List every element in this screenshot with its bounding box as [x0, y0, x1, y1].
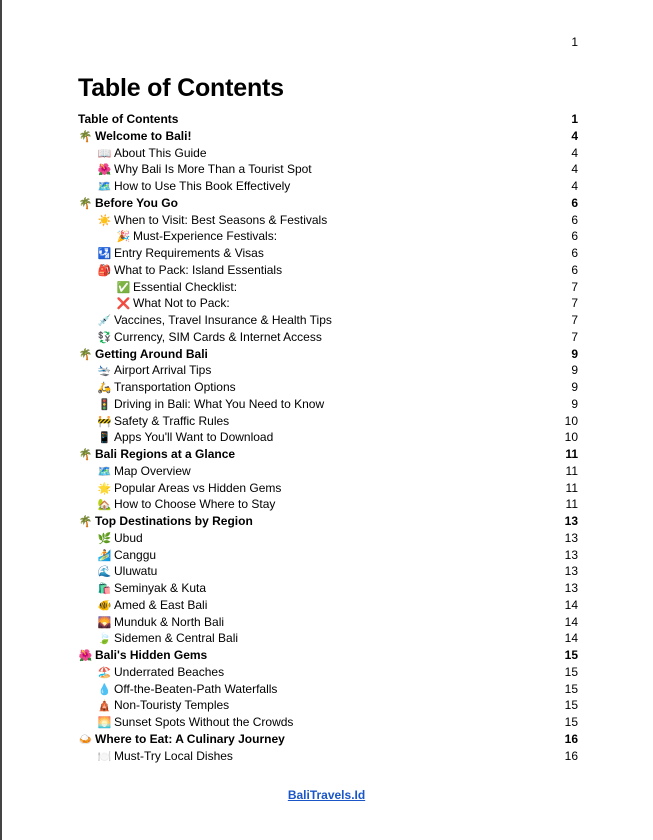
toc-entry-text[interactable]: Sunset Spots Without the Crowds [114, 715, 294, 729]
toc-page-number: 4 [571, 162, 578, 177]
toc-entry-text[interactable]: Must-Try Local Dishes [114, 748, 233, 763]
emoji-icon: 🍛 [78, 733, 93, 746]
page-number: 1 [571, 35, 578, 49]
emoji-icon: 🛂 [97, 248, 112, 260]
toc-entry-label[interactable] [97, 245, 264, 263]
toc-entry-text[interactable]: Canggu [114, 547, 157, 562]
emoji-icon: 📖 [97, 147, 112, 160]
emoji-icon: 🌄 [97, 616, 112, 629]
emoji-icon: 🌟 [97, 482, 112, 495]
toc-subsection-entry[interactable] [78, 748, 578, 765]
toc-page-number: 4 [571, 128, 578, 143]
toc-page-number: 13 [564, 547, 578, 562]
toc-page-number: 13 [564, 564, 578, 579]
toc-subsection-entry[interactable] [78, 630, 578, 647]
toc-entry-text[interactable]: Bali Regions at a Glance [95, 447, 236, 461]
toc-entry-text[interactable]: When to Visit: Best Seasons & Festivals [114, 212, 328, 227]
emoji-icon: 🛍️ [97, 583, 112, 595]
toc-page-number: 10 [564, 413, 578, 428]
toc-subsection-entry[interactable] [78, 530, 578, 547]
toc-entry-label[interactable] [78, 346, 208, 364]
toc-page-number: 11 [565, 480, 578, 495]
emoji-icon: 🗺️ [97, 465, 112, 478]
toc-subsection-entry[interactable] [78, 429, 578, 446]
toc-entry-label[interactable] [78, 111, 178, 128]
toc-page-number: 1 [571, 112, 578, 126]
toc-subsection-entry[interactable] [78, 614, 578, 631]
toc-entry-text[interactable]: Entry Requirements & Visas [114, 246, 264, 260]
toc-page-number: 9 [571, 363, 578, 378]
toc-entry-text[interactable]: Uluwatu [114, 564, 158, 579]
toc-entry-text[interactable]: How to Choose Where to Stay [114, 497, 276, 512]
toc-page-number: 9 [571, 380, 578, 394]
toc-section-entry[interactable] [78, 731, 578, 748]
emoji-icon: 🛕 [97, 700, 112, 713]
toc-page-number: 15 [564, 681, 578, 696]
toc-section-entry[interactable] [78, 647, 578, 664]
toc-page-number: 13 [564, 530, 578, 545]
emoji-icon: 💱 [97, 331, 112, 344]
toc-subsection-entry[interactable] [78, 463, 578, 480]
toc-entry-text[interactable]: Driving in Bali: What You Need to Know [114, 396, 325, 411]
toc-entry-text[interactable]: Apps You'll Want to Download [114, 430, 274, 445]
toc-entry-text[interactable]: Why Bali Is More Than a Tourist Spot [114, 162, 312, 177]
toc-subsection-entry[interactable] [78, 329, 578, 346]
emoji-icon: ❌ [116, 298, 131, 311]
toc-section-entry[interactable] [78, 346, 578, 363]
toc-entry-label[interactable] [78, 513, 253, 531]
emoji-icon: 💉 [97, 315, 112, 327]
toc-page-number: 15 [564, 664, 578, 679]
toc-page-number: 4 [571, 145, 578, 160]
toc-subsection-entry[interactable] [78, 379, 578, 396]
toc-page-number: 16 [564, 748, 578, 763]
toc-entry-text[interactable]: Safety & Traffic Rules [114, 413, 230, 428]
emoji-icon: ✅ [116, 281, 131, 294]
toc-entry-text[interactable]: Non-Touristy Temples [114, 698, 230, 713]
toc-entry-text[interactable]: Sidemen & Central Bali [114, 631, 239, 646]
toc-subsection-entry[interactable] [78, 145, 578, 162]
toc-entry-label[interactable] [78, 446, 235, 464]
toc-entry-text[interactable]: Munduk & North Bali [114, 614, 225, 629]
emoji-icon: 🗺️ [97, 181, 112, 193]
toc-entry-label[interactable] [97, 664, 224, 682]
toc-subsection-entry[interactable] [78, 547, 578, 564]
toc-page-number: 10 [564, 430, 578, 445]
emoji-icon: 🌿 [97, 532, 112, 545]
toc-page-number: 7 [571, 279, 578, 294]
toc-entry-text[interactable]: Airport Arrival Tips [114, 363, 212, 378]
emoji-icon: 💧 [97, 683, 112, 696]
emoji-icon: 🏖️ [97, 666, 112, 679]
toc-entry-label[interactable] [97, 379, 236, 397]
emoji-icon: 🌴 [78, 197, 93, 210]
emoji-icon: 🌴 [78, 130, 93, 143]
emoji-icon: 🌴 [78, 348, 93, 361]
toc-entry-label[interactable] [97, 429, 273, 447]
toc-page-number: 6 [571, 229, 578, 244]
emoji-icon: 🍽️ [97, 750, 112, 763]
toc-entry-label[interactable] [97, 145, 207, 163]
toc-page-number: 7 [571, 329, 578, 344]
emoji-icon: 🎒 [97, 264, 112, 277]
toc-entry-label[interactable] [78, 195, 178, 213]
toc-entry-label[interactable] [97, 614, 224, 632]
toc-entry-text[interactable]: Table of Contents [78, 112, 179, 126]
toc-subsection-entry[interactable] [78, 480, 578, 497]
toc-entry-label[interactable] [97, 681, 277, 699]
footer-website-link[interactable]: BaliTravels.Id [287, 788, 366, 802]
toc-page-number: 14 [564, 597, 578, 612]
toc-entry-text[interactable]: Essential Checklist: [133, 279, 238, 294]
toc-entry-label[interactable] [97, 748, 233, 766]
toc-page-number: 15 [564, 648, 578, 662]
toc-entry-label[interactable] [97, 563, 157, 581]
toc-entry-label[interactable] [97, 597, 207, 615]
toc-subsection-entry[interactable] [78, 396, 578, 413]
toc-entry-text[interactable]: What Not to Pack: [133, 296, 230, 311]
toc-subsection-entry[interactable] [78, 279, 578, 296]
emoji-icon: 🍃 [97, 633, 112, 646]
toc-page-number: 13 [564, 581, 578, 595]
toc-page-number: 14 [564, 631, 578, 646]
toc-subsection-entry[interactable] [78, 295, 578, 312]
toc-entry-text[interactable]: Ubud [114, 530, 143, 545]
toc-subsection-entry[interactable] [78, 312, 578, 329]
toc-entry-label[interactable] [97, 547, 156, 565]
toc-page-number: 11 [565, 463, 578, 478]
toc-entry-label[interactable] [97, 697, 229, 715]
toc-page-number: 7 [571, 313, 578, 327]
toc-entry-label[interactable] [97, 212, 327, 230]
toc-entry-label[interactable] [97, 496, 275, 514]
footer [0, 788, 653, 802]
emoji-icon: 🌺 [78, 650, 93, 662]
page-title: Table of Contents [78, 74, 284, 102]
toc-entry-label[interactable] [97, 630, 238, 648]
toc-entry-label[interactable] [97, 413, 229, 431]
toc-page-number: 6 [571, 195, 578, 210]
toc-section-entry[interactable] [78, 446, 578, 463]
toc-entry-label[interactable] [97, 329, 322, 347]
toc-entry-label[interactable] [97, 714, 293, 732]
toc-entry-label[interactable] [97, 580, 206, 598]
emoji-icon: 🏡 [97, 499, 112, 512]
toc-section-entry[interactable] [78, 195, 578, 212]
toc-entry-text[interactable]: Before You Go [95, 195, 178, 210]
toc-subsection-entry[interactable] [78, 496, 578, 513]
toc-entry-label[interactable] [78, 647, 207, 665]
table-of-contents [78, 111, 578, 764]
toc-entry-label[interactable] [116, 279, 237, 297]
toc-entry-text[interactable]: Top Destinations by Region [95, 514, 253, 528]
toc-subsection-entry[interactable] [78, 413, 578, 430]
toc-page-number: 15 [564, 698, 578, 713]
toc-entry-label[interactable] [97, 161, 312, 179]
toc-subsection-entry[interactable] [78, 178, 578, 195]
toc-entry-label[interactable] [97, 178, 290, 196]
toc-entry-label[interactable] [97, 396, 324, 414]
toc-entry-text[interactable]: Amed & East Bali [114, 597, 208, 612]
toc-subsection-entry[interactable] [78, 563, 578, 580]
toc-subsection-entry[interactable] [78, 681, 578, 698]
toc-entry-text[interactable]: Must-Experience Festivals: [133, 229, 278, 244]
emoji-icon: ☀️ [97, 214, 112, 227]
toc-entry-text[interactable]: Bali's Hidden Gems [95, 648, 208, 662]
toc-page-number: 16 [564, 731, 578, 746]
toc-subsection-entry[interactable] [78, 362, 578, 379]
toc-page-number: 14 [564, 614, 578, 629]
toc-subsection-entry[interactable] [78, 161, 578, 178]
toc-subsection-entry[interactable] [78, 697, 578, 714]
emoji-icon: 🌴 [78, 449, 93, 461]
toc-entry-text[interactable]: Welcome to Bali! [95, 128, 192, 143]
emoji-icon: 🌊 [97, 566, 112, 579]
emoji-icon: 🏄 [97, 549, 112, 562]
toc-section-entry[interactable] [78, 128, 578, 145]
toc-entry-label[interactable] [116, 228, 277, 246]
toc-entry-text[interactable]: Off-the-Beaten-Path Waterfalls [114, 681, 278, 696]
toc-page-number: 7 [571, 296, 578, 311]
toc-page-number: 11 [565, 447, 578, 461]
toc-entry-text[interactable]: Vaccines, Travel Insurance & Health Tips [114, 313, 332, 327]
toc-page-number: 15 [564, 715, 578, 729]
emoji-icon: 🛵 [97, 382, 112, 394]
toc-entry-label[interactable] [97, 463, 191, 481]
toc-entry-label[interactable] [97, 312, 332, 330]
toc-subsection-entry[interactable] [78, 262, 578, 279]
emoji-icon: 🚦 [97, 398, 112, 411]
toc-entry-text[interactable]: How to Use This Book Effectively [114, 179, 291, 193]
toc-subsection-entry[interactable] [78, 245, 578, 262]
toc-entry-label[interactable] [97, 362, 211, 380]
toc-page-number: 6 [571, 246, 578, 260]
page-left-border [0, 0, 2, 840]
toc-entry-label[interactable] [97, 530, 143, 548]
toc-entry-label[interactable] [97, 480, 281, 498]
emoji-icon: 🌺 [97, 164, 112, 177]
emoji-icon: 🛬 [97, 365, 112, 378]
toc-entry-text[interactable]: Underrated Beaches [114, 664, 225, 679]
toc-entry-text[interactable]: Popular Areas vs Hidden Gems [114, 480, 282, 495]
toc-page-number: 6 [571, 212, 578, 227]
toc-page-number: 9 [571, 396, 578, 411]
toc-subsection-entry[interactable] [78, 228, 578, 245]
toc-entry-text[interactable]: Transportation Options [114, 380, 236, 394]
toc-subsection-entry[interactable] [78, 580, 578, 597]
toc-section-entry[interactable] [78, 111, 578, 128]
toc-page-number: 9 [571, 346, 578, 361]
toc-entry-label[interactable] [116, 295, 230, 313]
emoji-icon: 🎉 [116, 231, 131, 244]
toc-entry-label[interactable] [78, 128, 191, 146]
toc-subsection-entry[interactable] [78, 664, 578, 681]
emoji-icon: 🌅 [97, 717, 112, 729]
toc-subsection-entry[interactable] [78, 597, 578, 614]
toc-subsection-entry[interactable] [78, 714, 578, 731]
toc-page-number: 11 [565, 497, 578, 512]
toc-page-number: 6 [571, 262, 578, 277]
toc-section-entry[interactable] [78, 513, 578, 530]
toc-entry-text[interactable]: About This Guide [114, 145, 207, 160]
toc-entry-text[interactable]: Getting Around Bali [95, 346, 208, 361]
toc-page-number: 13 [564, 514, 578, 528]
emoji-icon: 🐠 [97, 599, 112, 612]
emoji-icon: 🚧 [97, 415, 112, 428]
toc-entry-text[interactable]: Map Overview [114, 463, 191, 478]
emoji-icon: 🌴 [78, 516, 93, 528]
toc-entry-label[interactable] [78, 731, 285, 749]
toc-entry-text[interactable]: Seminyak & Kuta [114, 581, 207, 595]
emoji-icon: 📱 [97, 432, 112, 445]
toc-entry-label[interactable] [97, 262, 282, 280]
toc-subsection-entry[interactable] [78, 212, 578, 229]
toc-entry-text[interactable]: Currency, SIM Cards & Internet Access [114, 329, 322, 344]
toc-page-number: 4 [571, 179, 578, 193]
toc-entry-text[interactable]: What to Pack: Island Essentials [114, 262, 283, 277]
toc-entry-text[interactable]: Where to Eat: A Culinary Journey [95, 731, 285, 746]
